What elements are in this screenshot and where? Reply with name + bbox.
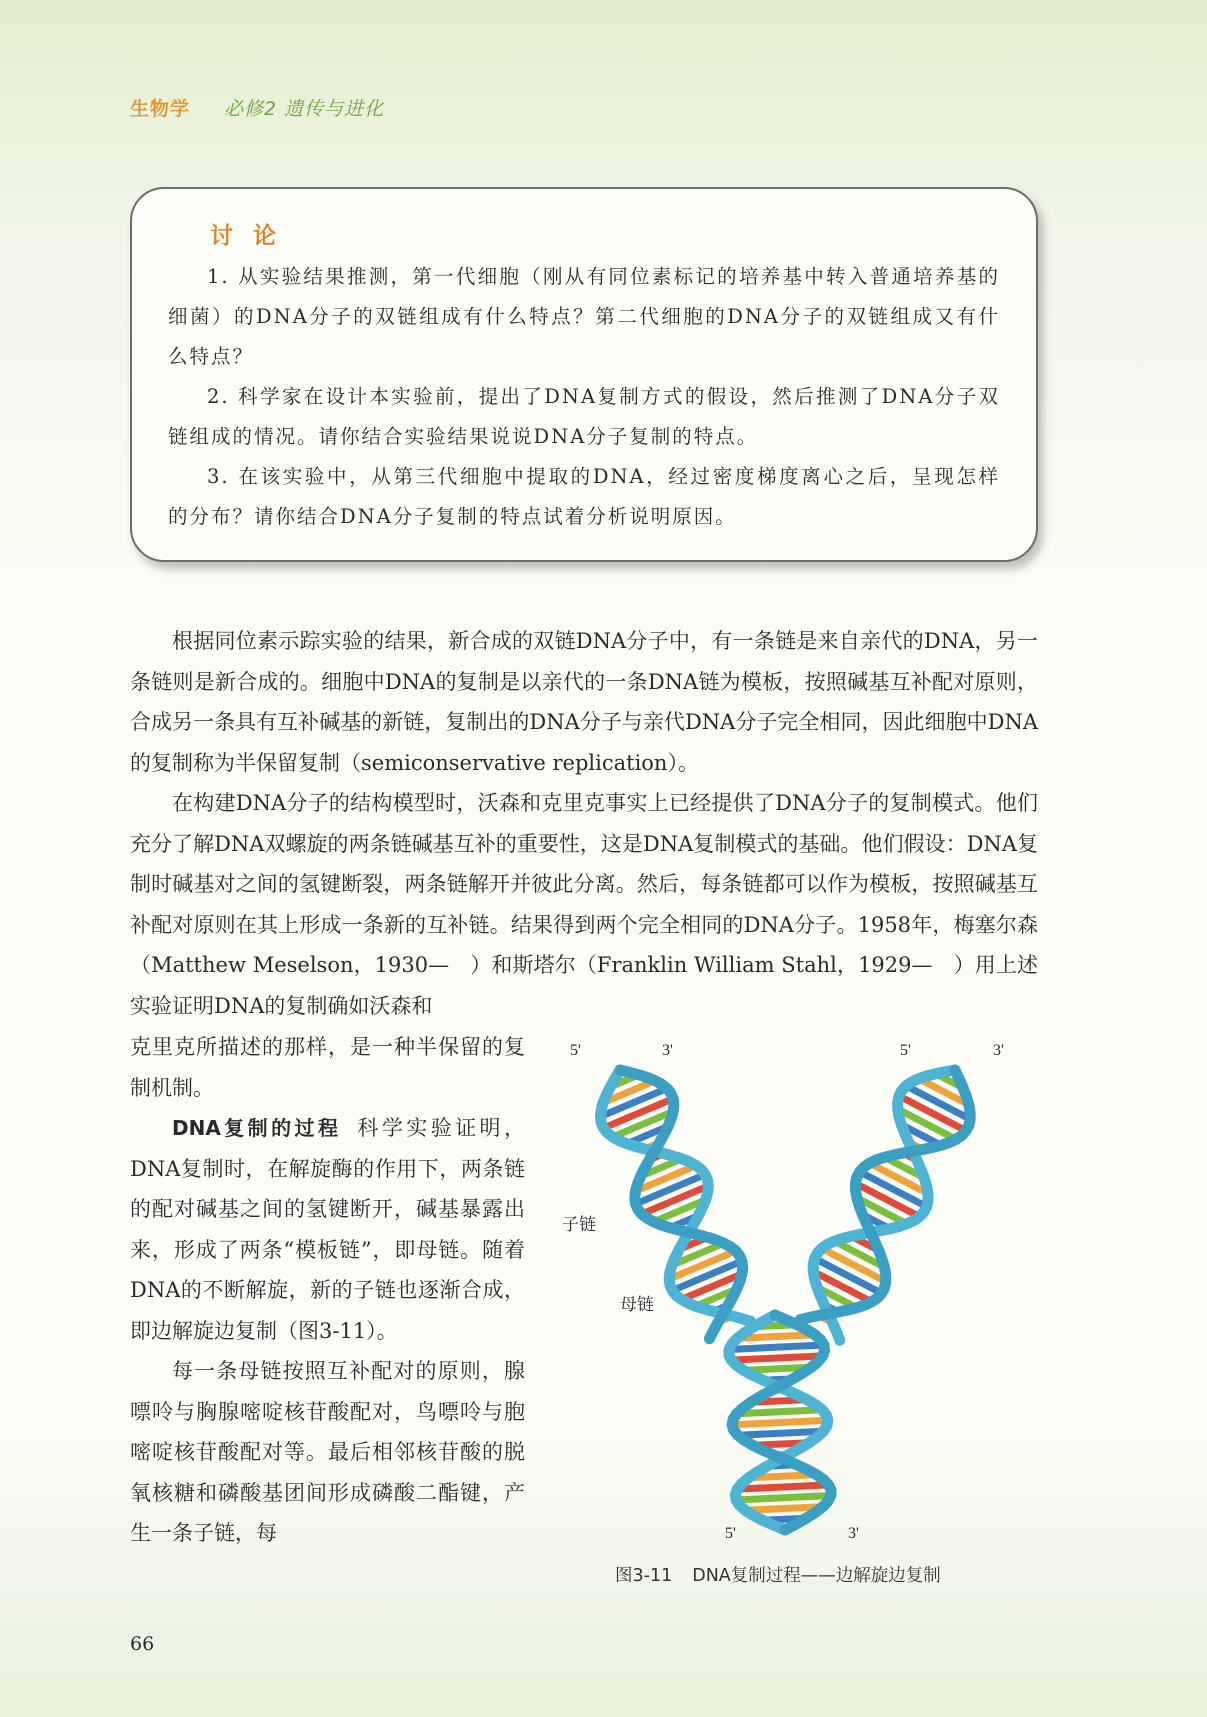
section-paragraph bbox=[130, 1108, 525, 1351]
dna-replication-figure bbox=[545, 1030, 1045, 1560]
header-subject: 生物学 bbox=[130, 98, 191, 120]
left-3prime-label: 3' bbox=[662, 1042, 673, 1059]
page-number: 66 bbox=[130, 1633, 155, 1655]
section-text: 科学实验证明，DNA复制时，在解旋酶的作用下，两条链的配对碱基之间的氢键断开，碱基暴露出来，形成了两条“模板链”，即母链。随着DNA的不断解旋，新的子链也逐渐合成，即边解旋边复制（图3-11）。 bbox=[130, 1116, 525, 1343]
header-book: 必修2 遗传与进化 bbox=[224, 98, 385, 120]
right-5prime-label: 5' bbox=[900, 1042, 911, 1059]
column-paragraph-3: 每一条母链按照互补配对的原则，腺嘌呤与胸腺嘧啶核苷酸配对，鸟嘌呤与胞嘧啶核苷酸配对等。最后相邻核苷酸的脱氧核糖和磷酸基团间形成磷酸二酯键，产生一条子链，每 bbox=[130, 1359, 525, 1545]
right-3prime-label: 3' bbox=[993, 1042, 1004, 1059]
side-column-text bbox=[130, 1027, 525, 1554]
figure-caption bbox=[615, 1562, 941, 1587]
parent-helix-base-pair bbox=[737, 1485, 828, 1489]
discussion-question-2: 2. 科学家在设计本实验前，提出了DNA复制方式的假设，然后推测了DNA分子双链组成的情况。请你结合实验结果说说DNA分子复制的特点。 bbox=[168, 385, 1000, 448]
discussion-body bbox=[168, 257, 1000, 537]
parent-helix-base-pair bbox=[737, 1410, 822, 1414]
main-paragraph-2: 在构建DNA分子的结构模型时，沃森和克里克事实上已经提供了DNA分子的复制模式。他们充分了解DNA双螺旋的两条链碱基互补的重要性，这是DNA复制模式的基础。他们假设：DNA复制时碱基对之间的氢键断裂，两条链解开并彼此分离。然后，每条链都可以作为模板，按照碱基互补配对原则在其上形成一条新的互补链。结果得到两个完全相同的DNA分子。1958年，梅塞尔森（Matthew Meselson，1930— ）和斯塔尔（Franklin William Stahl，1929— ）用上述实验证明DNA的复制确如沃森和 bbox=[130, 791, 1038, 1018]
discussion-question-3: 3. 在该实验中，从第三代细胞中提取的DNA，经过密度梯度离心之后，呈现怎样的分布？请你结合DNA分子复制的特点试着分析说明原因。 bbox=[168, 465, 1000, 528]
parent-helix-base-pair bbox=[732, 1420, 828, 1424]
discussion-box bbox=[130, 187, 1038, 562]
parent-strand-label: 母链 bbox=[620, 1295, 654, 1315]
bottom-5prime-label: 5' bbox=[725, 1525, 736, 1542]
daughter-strand-label: 子链 bbox=[562, 1215, 596, 1235]
discussion-title: 讨论 bbox=[210, 223, 296, 249]
parent-helix-base-pair bbox=[729, 1345, 824, 1349]
left-5prime-label: 5' bbox=[570, 1042, 581, 1059]
parent-helix-base-pair bbox=[731, 1356, 822, 1360]
caption-number: 图3-11 bbox=[615, 1566, 673, 1586]
section-title: DNA复制的过程 bbox=[172, 1116, 342, 1140]
discussion-question-1: 1. 从实验结果推测，第一代细胞（刚从有同位素标记的培养基中转入普通培养基的细菌）的DNA分子的双链组成有什么特点？第二代细胞的DNA分子的双链组成又有什么特点？ bbox=[168, 265, 1000, 368]
caption-text: DNA复制过程——边解旋边复制 bbox=[692, 1566, 941, 1586]
running-header bbox=[130, 94, 384, 121]
parent-helix-base-pair bbox=[736, 1496, 831, 1500]
parent-helix-base-pair bbox=[738, 1431, 823, 1435]
main-text bbox=[130, 621, 1038, 1026]
continuation-text: 克里克所描述的那样，是一种半保留的复制机制。 bbox=[130, 1035, 525, 1100]
main-paragraph-1: 根据同位素示踪实验的结果，新合成的双链DNA分子中，有一条链是来自亲代的DNA，另一条链则是新合成的。细胞中DNA的复制是以亲代的一条DNA链为模板，按照碱基互补配对原则，合成另一条具有互补碱基的新链，复制出的DNA分子与亲代DNA分子完全相同，因此细胞中DNA的复制称为半保留复制（semiconservative replication）。 bbox=[130, 629, 1038, 775]
bottom-3prime-label: 3' bbox=[848, 1525, 859, 1542]
